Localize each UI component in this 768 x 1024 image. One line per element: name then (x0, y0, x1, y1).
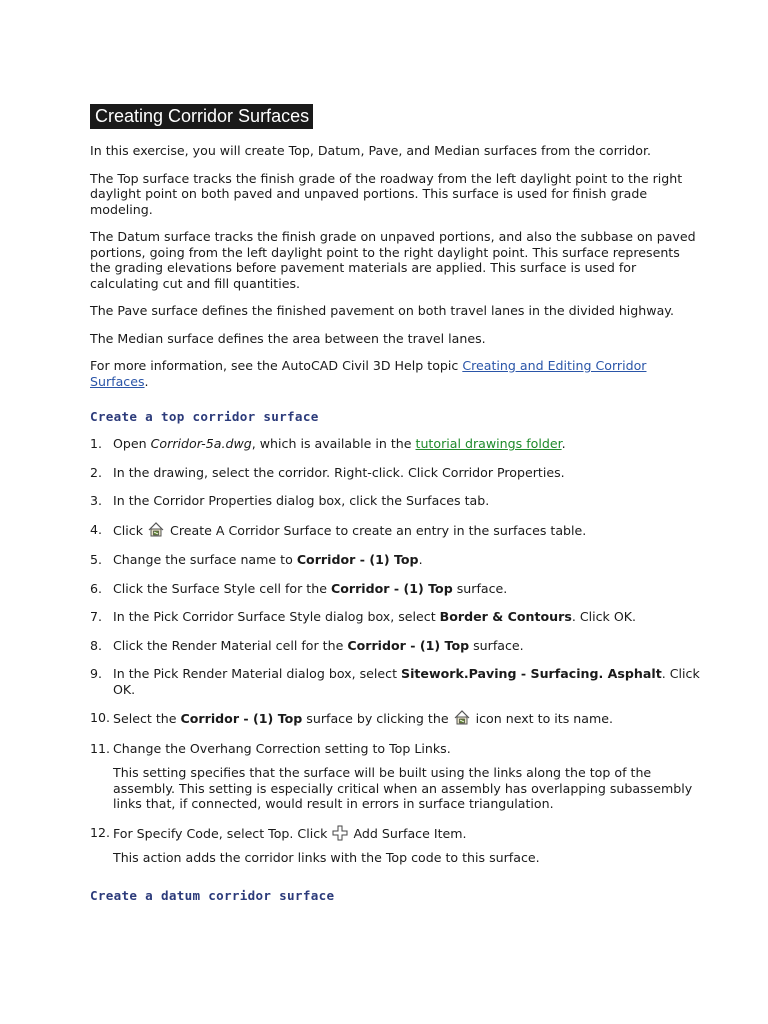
intro-paragraph-5: The Median surface defines the area between the travel lanes. (90, 330, 486, 346)
step-4: 4. Click Create A Corridor Surface to create an entry in the surfaces table. (90, 521, 587, 538)
steps-list (90, 436, 700, 866)
corridor-surface-icon (454, 710, 470, 725)
section-heading-datum-surface: Create a datum corridor surface (90, 887, 335, 903)
section-heading-top-surface: Create a top corridor surface (90, 409, 319, 424)
document-page (90, 104, 700, 915)
step-12-note: This action adds the corridor links with the Top code to this surface. (113, 850, 540, 865)
step-11: 11. Change the Overhang Correction setting to Top Links. This setting specifies that the surface will be built using the links along the top of the assembly. This setting is especially critical when an assembly has overlapping subassembly links that, if connected, would result in errors in surface triangulation. (90, 741, 700, 812)
tutorial-folder-link[interactable]: tutorial drawings folder (415, 436, 562, 451)
step-9: 9. In the Pick Render Material dialog box, select Sitework.Paving - Surfacing. Asphalt. Click OK. (90, 666, 700, 697)
help-topic-link[interactable]: Creating and Editing Corridor Surfaces (90, 358, 647, 389)
step-5: 5. Change the surface name to Corridor - (1) Top. (90, 552, 423, 567)
step-8: 8. Click the Render Material cell for the Corridor - (1) Top surface. (90, 637, 524, 653)
step-11-note: This setting specifies that the surface will be built using the links along the top of the assembly. This setting is especially critical when an assembly has overlapping subassembly links that, if connected, would result in errors in surface triangulation. (113, 765, 693, 811)
intro-paragraph-2: The Top surface tracks the finish grade of the roadway from the left daylight point to the right daylight point on both paved and unpaved portions. This surface is used for finish grade modeling. (90, 170, 683, 217)
page-title: Creating Corridor Surfaces (90, 104, 313, 129)
step-12: 12. For Specify Code, select Top. Click Add Surface Item. This action adds the corridor links with the Top code to this surface. (90, 825, 700, 866)
step-1: 1. Open Corridor-5a.dwg, which is available in the tutorial drawings folder. (90, 436, 566, 451)
step-2: 2. In the drawing, select the corridor. Right-click. Click Corridor Properties. (90, 464, 565, 480)
step-10: 10. Select the Corridor - (1) Top surface by clicking the icon next to its name. (90, 710, 613, 726)
intro-paragraph-1: In this exercise, you will create Top, Datum, Pave, and Median surfaces from the corridor. (90, 143, 651, 158)
step-6: 6. Click the Surface Style cell for the Corridor - (1) Top surface. (90, 580, 508, 596)
drawing-file-name: Corridor-5a.dwg (150, 436, 252, 451)
step-3: 3. In the Corridor Properties dialog box, click the Surfaces tab. (90, 493, 490, 508)
step-7: 7. In the Pick Corridor Surface Style dialog box, select Border & Contours. Click OK. (90, 609, 637, 624)
intro-paragraph-3: The Datum surface tracks the finish grade on unpaved portions, and also the subbase on paved portions, going from the left daylight point to the right daylight point. This surface represents the grading elevations before pavement materials are applied. This surface is used for calculating cut and fill quantities. (90, 229, 696, 291)
corridor-surface-icon (148, 522, 164, 537)
intro-paragraph-4: The Pave surface defines the finished pavement on both travel lanes in the divided highway. (90, 303, 674, 318)
more-info-paragraph: For more information, see the AutoCAD Civil 3D Help topic Creating and Editing Corridor Surfaces. (90, 358, 647, 389)
add-plus-icon (332, 825, 348, 841)
